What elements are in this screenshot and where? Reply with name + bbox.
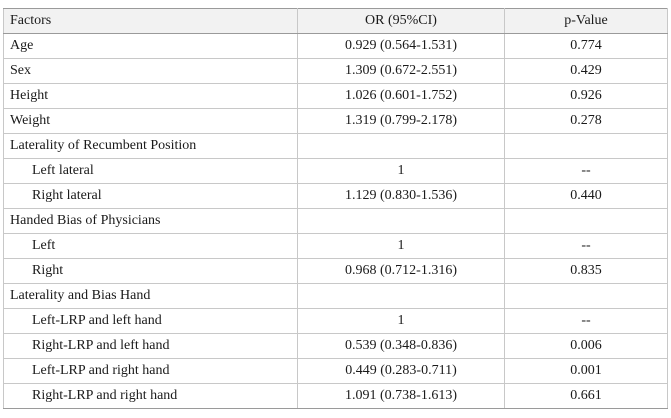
results-table [3,8,668,409]
table-row [4,184,668,209]
cell-p-value: -- [505,309,668,334]
table-row [4,284,668,309]
cell-factor: Left-LRP and left hand [4,309,298,334]
cell-odds-ratio: 1.026 (0.601-1.752) [298,84,505,109]
cell-factor: Handed Bias of Physicians [4,209,298,234]
cell-odds-ratio: 0.968 (0.712-1.316) [298,259,505,284]
cell-factor: Right lateral [4,184,298,209]
table-body [4,34,668,409]
cell-factor: Right-LRP and right hand [4,384,298,409]
header-or-ci: OR (95%CI) [298,9,505,34]
cell-odds-ratio [298,209,505,234]
table-row [4,334,668,359]
cell-odds-ratio [298,284,505,309]
table-row [4,309,668,334]
cell-p-value: 0.440 [505,184,668,209]
header-factors: Factors [4,9,298,34]
cell-factor: Weight [4,109,298,134]
table-row [4,84,668,109]
table-row [4,109,668,134]
cell-odds-ratio: 1.319 (0.799-2.178) [298,109,505,134]
cell-odds-ratio: 1 [298,234,505,259]
cell-factor: Left lateral [4,159,298,184]
table-row [4,59,668,84]
cell-odds-ratio: 1 [298,159,505,184]
cell-p-value: -- [505,159,668,184]
cell-p-value [505,134,668,159]
cell-odds-ratio: 1 [298,309,505,334]
cell-p-value: 0.278 [505,109,668,134]
cell-factor: Laterality of Recumbent Position [4,134,298,159]
cell-factor: Age [4,34,298,59]
cell-p-value: 0.006 [505,334,668,359]
cell-p-value: 0.001 [505,359,668,384]
cell-factor: Sex [4,59,298,84]
cell-odds-ratio [298,134,505,159]
cell-p-value [505,209,668,234]
table-row [4,209,668,234]
table-row [4,259,668,284]
header-p-value: p-Value [505,9,668,34]
cell-p-value: 0.429 [505,59,668,84]
table-row [4,234,668,259]
cell-odds-ratio: 0.449 (0.283-0.711) [298,359,505,384]
cell-factor: Right-LRP and left hand [4,334,298,359]
results-table-container [3,8,667,409]
table-row [4,159,668,184]
cell-p-value: 0.774 [505,34,668,59]
table-row [4,34,668,59]
cell-factor: Height [4,84,298,109]
cell-factor: Laterality and Bias Hand [4,284,298,309]
cell-factor: Left-LRP and right hand [4,359,298,384]
cell-p-value: 0.926 [505,84,668,109]
cell-odds-ratio: 1.309 (0.672-2.551) [298,59,505,84]
cell-odds-ratio: 0.539 (0.348-0.836) [298,334,505,359]
cell-p-value [505,284,668,309]
cell-odds-ratio: 0.929 (0.564-1.531) [298,34,505,59]
cell-factor: Right [4,259,298,284]
cell-odds-ratio: 1.129 (0.830-1.536) [298,184,505,209]
cell-p-value: 0.661 [505,384,668,409]
cell-odds-ratio: 1.091 (0.738-1.613) [298,384,505,409]
cell-p-value: 0.835 [505,259,668,284]
cell-p-value: -- [505,234,668,259]
table-row [4,384,668,409]
table-row [4,134,668,159]
cell-factor: Left [4,234,298,259]
table-header-row [4,9,668,34]
table-row [4,359,668,384]
